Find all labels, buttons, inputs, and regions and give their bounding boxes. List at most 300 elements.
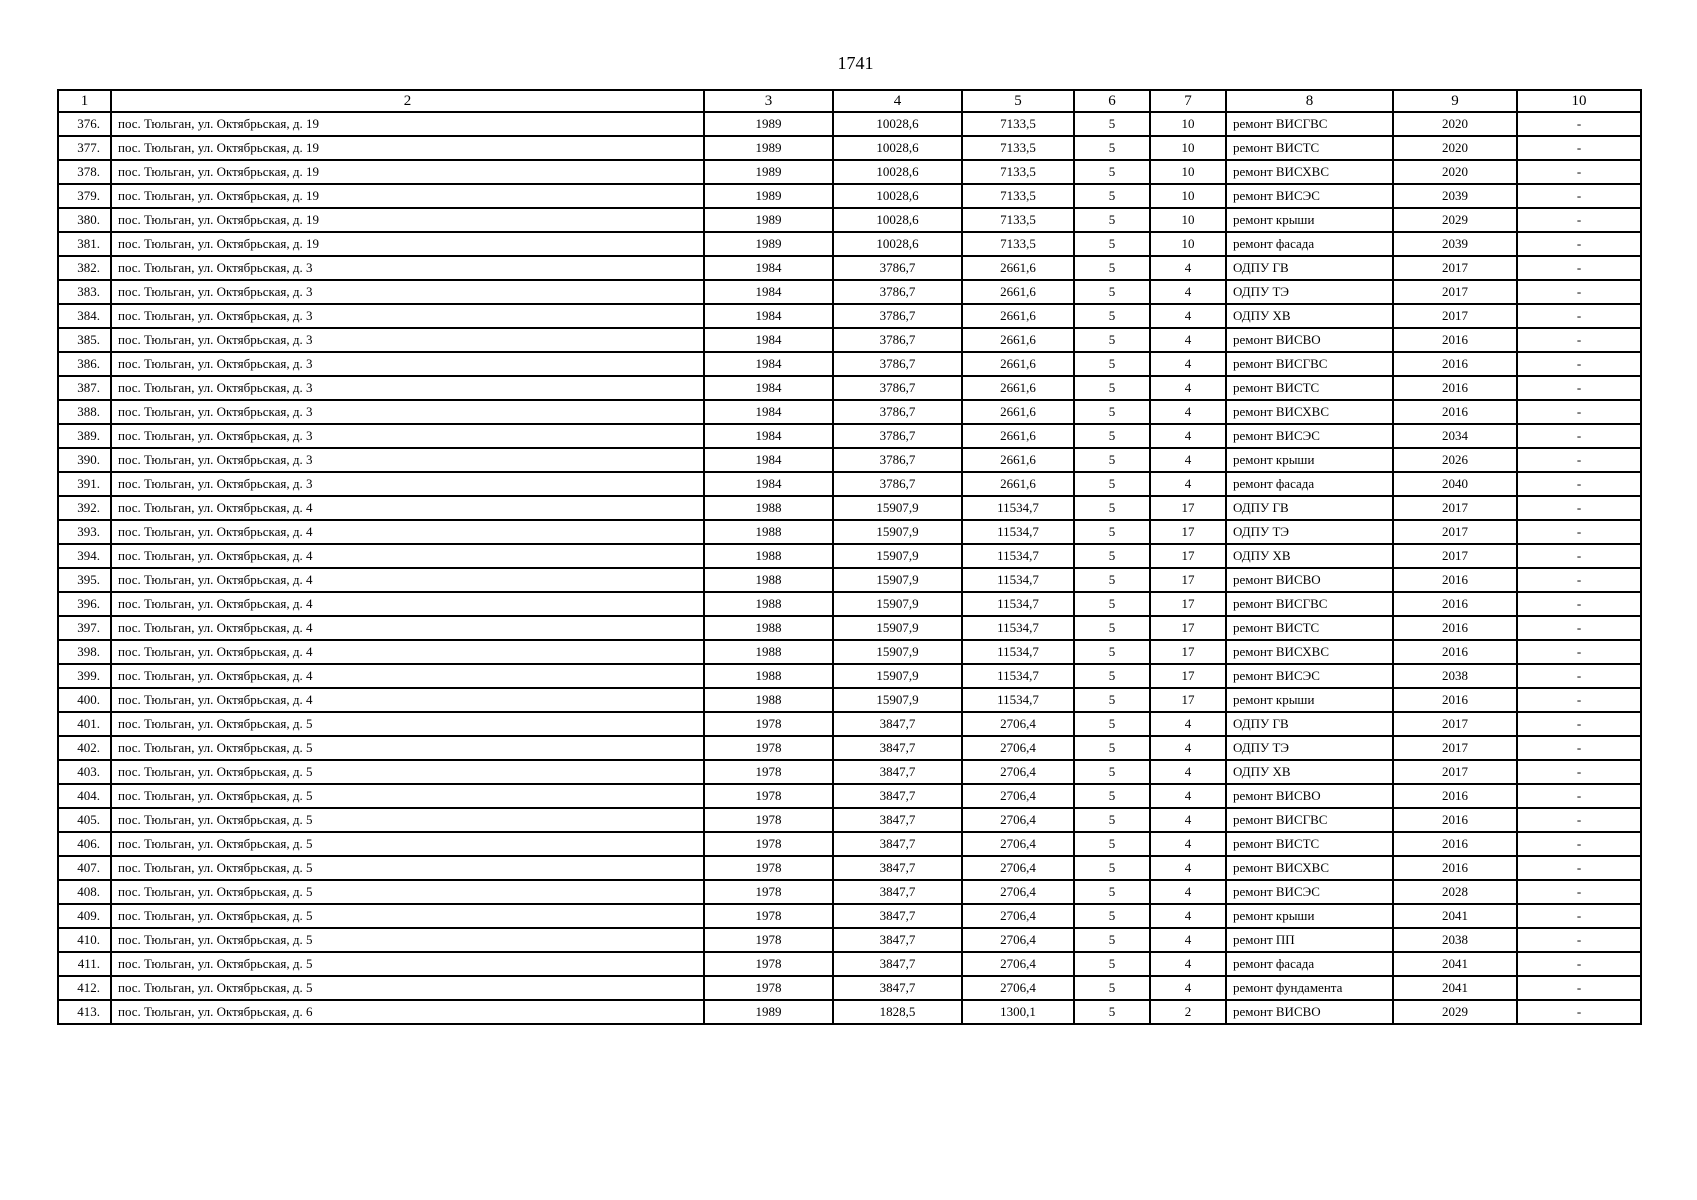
floors-cell: 5: [1074, 928, 1150, 952]
row-number: 382.: [58, 256, 111, 280]
address-cell: пос. Тюльган, ул. Октябрьская, д. 5: [111, 760, 704, 784]
floors-cell: 5: [1074, 640, 1150, 664]
year-cell: 1978: [704, 736, 833, 760]
row-number: 398.: [58, 640, 111, 664]
address-cell: пос. Тюльган, ул. Октябрьская, д. 19: [111, 112, 704, 136]
work-type-cell: ремонт ВИСЭС: [1226, 424, 1393, 448]
floors-cell: 5: [1074, 256, 1150, 280]
work-type-cell: ремонт крыши: [1226, 448, 1393, 472]
floors-cell: 5: [1074, 208, 1150, 232]
row-number: 377.: [58, 136, 111, 160]
plan-year-cell: 2016: [1393, 784, 1517, 808]
column-header-9: 9: [1393, 90, 1517, 112]
table-row: [58, 904, 1641, 928]
row-number: 408.: [58, 880, 111, 904]
address-cell: пос. Тюльган, ул. Октябрьская, д. 3: [111, 256, 704, 280]
year-cell: 1988: [704, 568, 833, 592]
floors-cell: 5: [1074, 952, 1150, 976]
plan-year-cell: 2017: [1393, 544, 1517, 568]
total-area-cell: 3847,7: [833, 808, 962, 832]
note-cell: -: [1517, 208, 1641, 232]
note-cell: -: [1517, 568, 1641, 592]
plan-year-cell: 2016: [1393, 568, 1517, 592]
total-area-cell: 3847,7: [833, 952, 962, 976]
floors-cell: 5: [1074, 424, 1150, 448]
floors-cell: 5: [1074, 568, 1150, 592]
year-cell: 1978: [704, 712, 833, 736]
table-row: [58, 160, 1641, 184]
living-area-cell: 11534,7: [962, 640, 1074, 664]
row-number: 390.: [58, 448, 111, 472]
floors-cell: 5: [1074, 808, 1150, 832]
total-area-cell: 3847,7: [833, 976, 962, 1000]
floors-cell: 5: [1074, 184, 1150, 208]
year-cell: 1989: [704, 208, 833, 232]
row-number: 399.: [58, 664, 111, 688]
floors-cell: 5: [1074, 544, 1150, 568]
plan-year-cell: 2039: [1393, 232, 1517, 256]
year-cell: 1978: [704, 880, 833, 904]
year-cell: 1984: [704, 376, 833, 400]
column-header-1: 1: [58, 90, 111, 112]
plan-year-cell: 2016: [1393, 352, 1517, 376]
living-area-cell: 2706,4: [962, 808, 1074, 832]
plan-year-cell: 2041: [1393, 976, 1517, 1000]
living-area-cell: 2661,6: [962, 256, 1074, 280]
total-area-cell: 15907,9: [833, 616, 962, 640]
year-cell: 1978: [704, 928, 833, 952]
entrances-cell: 4: [1150, 808, 1226, 832]
buildings-repair-table: [57, 89, 1642, 1025]
row-number: 394.: [58, 544, 111, 568]
living-area-cell: 11534,7: [962, 544, 1074, 568]
table-row: [58, 328, 1641, 352]
note-cell: -: [1517, 1000, 1641, 1024]
row-number: 389.: [58, 424, 111, 448]
total-area-cell: 10028,6: [833, 184, 962, 208]
entrances-cell: 4: [1150, 472, 1226, 496]
note-cell: -: [1517, 376, 1641, 400]
column-header-5: 5: [962, 90, 1074, 112]
year-cell: 1984: [704, 472, 833, 496]
note-cell: -: [1517, 472, 1641, 496]
table-row: [58, 688, 1641, 712]
year-cell: 1978: [704, 784, 833, 808]
work-type-cell: ОДПУ ХВ: [1226, 544, 1393, 568]
note-cell: -: [1517, 832, 1641, 856]
entrances-cell: 10: [1150, 112, 1226, 136]
floors-cell: 5: [1074, 448, 1150, 472]
total-area-cell: 3786,7: [833, 376, 962, 400]
total-area-cell: 1828,5: [833, 1000, 962, 1024]
entrances-cell: 4: [1150, 856, 1226, 880]
living-area-cell: 2706,4: [962, 952, 1074, 976]
work-type-cell: ремонт крыши: [1226, 208, 1393, 232]
floors-cell: 5: [1074, 160, 1150, 184]
table-row: [58, 664, 1641, 688]
row-number: 381.: [58, 232, 111, 256]
entrances-cell: 4: [1150, 712, 1226, 736]
year-cell: 1989: [704, 136, 833, 160]
row-number: 384.: [58, 304, 111, 328]
living-area-cell: 7133,5: [962, 232, 1074, 256]
table-row: [58, 520, 1641, 544]
address-cell: пос. Тюльган, ул. Октябрьская, д. 4: [111, 688, 704, 712]
column-header-2: 2: [111, 90, 704, 112]
work-type-cell: ремонт ВИСТС: [1226, 616, 1393, 640]
floors-cell: 5: [1074, 736, 1150, 760]
total-area-cell: 3847,7: [833, 880, 962, 904]
floors-cell: 5: [1074, 880, 1150, 904]
row-number: 380.: [58, 208, 111, 232]
floors-cell: 5: [1074, 136, 1150, 160]
living-area-cell: 2706,4: [962, 760, 1074, 784]
work-type-cell: ремонт ВИСЭС: [1226, 184, 1393, 208]
plan-year-cell: 2020: [1393, 112, 1517, 136]
plan-year-cell: 2016: [1393, 616, 1517, 640]
living-area-cell: 2661,6: [962, 424, 1074, 448]
note-cell: -: [1517, 400, 1641, 424]
living-area-cell: 11534,7: [962, 496, 1074, 520]
note-cell: -: [1517, 352, 1641, 376]
entrances-cell: 4: [1150, 880, 1226, 904]
work-type-cell: ремонт ВИСЭС: [1226, 664, 1393, 688]
note-cell: -: [1517, 784, 1641, 808]
note-cell: -: [1517, 160, 1641, 184]
page-number: 1741: [837, 53, 874, 73]
table-row: [58, 880, 1641, 904]
floors-cell: 5: [1074, 904, 1150, 928]
row-number: 385.: [58, 328, 111, 352]
total-area-cell: 3847,7: [833, 928, 962, 952]
work-type-cell: ремонт ВИСВО: [1226, 568, 1393, 592]
year-cell: 1989: [704, 232, 833, 256]
work-type-cell: ОДПУ ГВ: [1226, 712, 1393, 736]
total-area-cell: 15907,9: [833, 640, 962, 664]
entrances-cell: 10: [1150, 160, 1226, 184]
plan-year-cell: 2040: [1393, 472, 1517, 496]
note-cell: -: [1517, 664, 1641, 688]
living-area-cell: 2706,4: [962, 904, 1074, 928]
entrances-cell: 4: [1150, 280, 1226, 304]
row-number: 392.: [58, 496, 111, 520]
column-header-6: 6: [1074, 90, 1150, 112]
note-cell: -: [1517, 952, 1641, 976]
work-type-cell: ремонт ВИСГВС: [1226, 592, 1393, 616]
row-number: 411.: [58, 952, 111, 976]
plan-year-cell: 2016: [1393, 832, 1517, 856]
living-area-cell: 2661,6: [962, 280, 1074, 304]
living-area-cell: 2661,6: [962, 352, 1074, 376]
floors-cell: 5: [1074, 304, 1150, 328]
table-row: [58, 208, 1641, 232]
living-area-cell: 11534,7: [962, 664, 1074, 688]
address-cell: пос. Тюльган, ул. Октябрьская, д. 4: [111, 568, 704, 592]
year-cell: 1978: [704, 976, 833, 1000]
address-cell: пос. Тюльган, ул. Октябрьская, д. 19: [111, 160, 704, 184]
plan-year-cell: 2038: [1393, 928, 1517, 952]
year-cell: 1984: [704, 280, 833, 304]
table-row: [58, 832, 1641, 856]
row-number: 409.: [58, 904, 111, 928]
total-area-cell: 3786,7: [833, 424, 962, 448]
entrances-cell: 10: [1150, 208, 1226, 232]
table-row: [58, 376, 1641, 400]
address-cell: пос. Тюльган, ул. Октябрьская, д. 3: [111, 280, 704, 304]
year-cell: 1989: [704, 184, 833, 208]
year-cell: 1988: [704, 664, 833, 688]
living-area-cell: 11534,7: [962, 520, 1074, 544]
entrances-cell: 4: [1150, 352, 1226, 376]
row-number: 407.: [58, 856, 111, 880]
year-cell: 1984: [704, 352, 833, 376]
plan-year-cell: 2017: [1393, 520, 1517, 544]
work-type-cell: ремонт ВИСГВС: [1226, 808, 1393, 832]
entrances-cell: 17: [1150, 496, 1226, 520]
floors-cell: 5: [1074, 280, 1150, 304]
total-area-cell: 15907,9: [833, 544, 962, 568]
entrances-cell: 17: [1150, 616, 1226, 640]
table-row: [58, 112, 1641, 136]
table-row: [58, 400, 1641, 424]
work-type-cell: ОДПУ ТЭ: [1226, 736, 1393, 760]
work-type-cell: ремонт ВИСГВС: [1226, 352, 1393, 376]
address-cell: пос. Тюльган, ул. Октябрьская, д. 19: [111, 184, 704, 208]
entrances-cell: 4: [1150, 904, 1226, 928]
plan-year-cell: 2039: [1393, 184, 1517, 208]
floors-cell: 5: [1074, 976, 1150, 1000]
plan-year-cell: 2016: [1393, 400, 1517, 424]
total-area-cell: 15907,9: [833, 520, 962, 544]
year-cell: 1984: [704, 424, 833, 448]
entrances-cell: 4: [1150, 304, 1226, 328]
row-number: 391.: [58, 472, 111, 496]
living-area-cell: 7133,5: [962, 112, 1074, 136]
living-area-cell: 7133,5: [962, 184, 1074, 208]
living-area-cell: 2661,6: [962, 328, 1074, 352]
address-cell: пос. Тюльган, ул. Октябрьская, д. 5: [111, 736, 704, 760]
address-cell: пос. Тюльган, ул. Октябрьская, д. 5: [111, 832, 704, 856]
year-cell: 1988: [704, 520, 833, 544]
row-number: 378.: [58, 160, 111, 184]
year-cell: 1988: [704, 616, 833, 640]
total-area-cell: 3847,7: [833, 784, 962, 808]
plan-year-cell: 2016: [1393, 328, 1517, 352]
table-row: [58, 496, 1641, 520]
address-cell: пос. Тюльган, ул. Октябрьская, д. 6: [111, 1000, 704, 1024]
entrances-cell: 17: [1150, 568, 1226, 592]
note-cell: -: [1517, 184, 1641, 208]
address-cell: пос. Тюльган, ул. Октябрьская, д. 3: [111, 400, 704, 424]
floors-cell: 5: [1074, 352, 1150, 376]
address-cell: пос. Тюльган, ул. Октябрьская, д. 4: [111, 664, 704, 688]
floors-cell: 5: [1074, 664, 1150, 688]
row-number: 404.: [58, 784, 111, 808]
address-cell: пос. Тюльган, ул. Октябрьская, д. 5: [111, 712, 704, 736]
living-area-cell: 7133,5: [962, 136, 1074, 160]
work-type-cell: ремонт ПП: [1226, 928, 1393, 952]
table-body: [58, 112, 1641, 1024]
total-area-cell: 15907,9: [833, 664, 962, 688]
floors-cell: 5: [1074, 592, 1150, 616]
address-cell: пос. Тюльган, ул. Октябрьская, д. 4: [111, 520, 704, 544]
note-cell: -: [1517, 688, 1641, 712]
living-area-cell: 2661,6: [962, 472, 1074, 496]
floors-cell: 5: [1074, 688, 1150, 712]
table-row: [58, 928, 1641, 952]
column-header-10: 10: [1517, 90, 1641, 112]
note-cell: -: [1517, 232, 1641, 256]
year-cell: 1978: [704, 904, 833, 928]
address-cell: пос. Тюльган, ул. Октябрьская, д. 5: [111, 952, 704, 976]
address-cell: пос. Тюльган, ул. Октябрьская, д. 4: [111, 592, 704, 616]
row-number: 402.: [58, 736, 111, 760]
table-row: [58, 352, 1641, 376]
total-area-cell: 3786,7: [833, 472, 962, 496]
note-cell: -: [1517, 640, 1641, 664]
entrances-cell: 10: [1150, 232, 1226, 256]
row-number: 383.: [58, 280, 111, 304]
living-area-cell: 2706,4: [962, 976, 1074, 1000]
row-number: 405.: [58, 808, 111, 832]
total-area-cell: 3786,7: [833, 280, 962, 304]
note-cell: -: [1517, 520, 1641, 544]
total-area-cell: 3786,7: [833, 304, 962, 328]
row-number: 388.: [58, 400, 111, 424]
floors-cell: 5: [1074, 616, 1150, 640]
table-row: [58, 424, 1641, 448]
work-type-cell: ремонт ВИСТС: [1226, 832, 1393, 856]
row-number: 386.: [58, 352, 111, 376]
entrances-cell: 17: [1150, 520, 1226, 544]
address-cell: пос. Тюльган, ул. Октябрьская, д. 19: [111, 136, 704, 160]
living-area-cell: 2661,6: [962, 376, 1074, 400]
row-number: 406.: [58, 832, 111, 856]
address-cell: пос. Тюльган, ул. Октябрьская, д. 19: [111, 232, 704, 256]
entrances-cell: 10: [1150, 184, 1226, 208]
total-area-cell: 3786,7: [833, 256, 962, 280]
note-cell: -: [1517, 112, 1641, 136]
note-cell: -: [1517, 496, 1641, 520]
table-row: [58, 616, 1641, 640]
plan-year-cell: 2026: [1393, 448, 1517, 472]
row-number: 376.: [58, 112, 111, 136]
total-area-cell: 10028,6: [833, 112, 962, 136]
total-area-cell: 10028,6: [833, 160, 962, 184]
work-type-cell: ремонт ВИСХВС: [1226, 640, 1393, 664]
entrances-cell: 4: [1150, 328, 1226, 352]
address-cell: пос. Тюльган, ул. Октябрьская, д. 5: [111, 808, 704, 832]
note-cell: -: [1517, 616, 1641, 640]
plan-year-cell: 2016: [1393, 808, 1517, 832]
floors-cell: 5: [1074, 400, 1150, 424]
year-cell: 1984: [704, 304, 833, 328]
note-cell: -: [1517, 880, 1641, 904]
work-type-cell: ремонт крыши: [1226, 688, 1393, 712]
note-cell: -: [1517, 280, 1641, 304]
work-type-cell: ремонт фасада: [1226, 472, 1393, 496]
total-area-cell: 15907,9: [833, 688, 962, 712]
table-row: [58, 736, 1641, 760]
total-area-cell: 3847,7: [833, 712, 962, 736]
row-number: 400.: [58, 688, 111, 712]
plan-year-cell: 2016: [1393, 688, 1517, 712]
note-cell: -: [1517, 904, 1641, 928]
plan-year-cell: 2038: [1393, 664, 1517, 688]
plan-year-cell: 2020: [1393, 160, 1517, 184]
plan-year-cell: 2017: [1393, 256, 1517, 280]
table-row: [58, 472, 1641, 496]
row-number: 393.: [58, 520, 111, 544]
total-area-cell: 3847,7: [833, 904, 962, 928]
table-row: [58, 280, 1641, 304]
work-type-cell: ОДПУ ТЭ: [1226, 520, 1393, 544]
note-cell: -: [1517, 304, 1641, 328]
entrances-cell: 17: [1150, 592, 1226, 616]
address-cell: пос. Тюльган, ул. Октябрьская, д. 5: [111, 880, 704, 904]
entrances-cell: 17: [1150, 688, 1226, 712]
year-cell: 1989: [704, 1000, 833, 1024]
note-cell: -: [1517, 136, 1641, 160]
entrances-cell: 4: [1150, 376, 1226, 400]
floors-cell: 5: [1074, 760, 1150, 784]
floors-cell: 5: [1074, 520, 1150, 544]
entrances-cell: 17: [1150, 640, 1226, 664]
work-type-cell: ОДПУ ХВ: [1226, 304, 1393, 328]
entrances-cell: 2: [1150, 1000, 1226, 1024]
work-type-cell: ремонт ВИСГВС: [1226, 112, 1393, 136]
address-cell: пос. Тюльган, ул. Октябрьская, д. 3: [111, 448, 704, 472]
plan-year-cell: 2017: [1393, 712, 1517, 736]
total-area-cell: 15907,9: [833, 568, 962, 592]
table-row: [58, 856, 1641, 880]
entrances-cell: 4: [1150, 256, 1226, 280]
table-row: [58, 592, 1641, 616]
total-area-cell: 10028,6: [833, 208, 962, 232]
table-row: [58, 808, 1641, 832]
floors-cell: 5: [1074, 856, 1150, 880]
address-cell: пос. Тюльган, ул. Октябрьская, д. 3: [111, 328, 704, 352]
note-cell: -: [1517, 712, 1641, 736]
living-area-cell: 2706,4: [962, 712, 1074, 736]
column-header-8: 8: [1226, 90, 1393, 112]
entrances-cell: 4: [1150, 736, 1226, 760]
address-cell: пос. Тюльган, ул. Октябрьская, д. 3: [111, 304, 704, 328]
year-cell: 1988: [704, 496, 833, 520]
entrances-cell: 4: [1150, 400, 1226, 424]
total-area-cell: 15907,9: [833, 592, 962, 616]
plan-year-cell: 2041: [1393, 952, 1517, 976]
table-header-row: [58, 90, 1641, 112]
table-row: [58, 136, 1641, 160]
row-number: 412.: [58, 976, 111, 1000]
entrances-cell: 4: [1150, 832, 1226, 856]
table-row: [58, 640, 1641, 664]
work-type-cell: ОДПУ ГВ: [1226, 496, 1393, 520]
table-row: [58, 304, 1641, 328]
total-area-cell: 3786,7: [833, 352, 962, 376]
floors-cell: 5: [1074, 496, 1150, 520]
plan-year-cell: 2029: [1393, 1000, 1517, 1024]
floors-cell: 5: [1074, 232, 1150, 256]
note-cell: -: [1517, 448, 1641, 472]
row-number: 413.: [58, 1000, 111, 1024]
living-area-cell: 2706,4: [962, 928, 1074, 952]
floors-cell: 5: [1074, 112, 1150, 136]
address-cell: пос. Тюльган, ул. Октябрьская, д. 4: [111, 616, 704, 640]
year-cell: 1988: [704, 544, 833, 568]
column-header-4: 4: [833, 90, 962, 112]
